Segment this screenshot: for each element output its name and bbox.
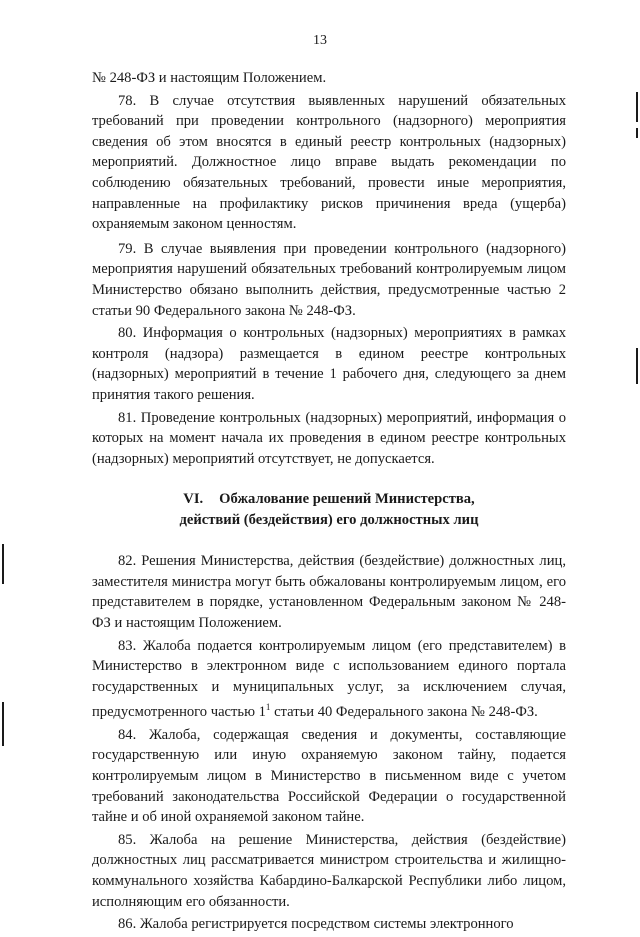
margin-mark [636, 348, 638, 384]
paragraph-81: 81. Проведение контрольных (надзорных) мероприятий, информация о которых на момент начала их проведения в едином реестре контрольных (надзорных) мероприятий отсутствует, не допускается. [92, 409, 566, 467]
paragraph-79: 79. В случае выявления при проведении контрольного (надзорного) мероприятия нарушений обязательных требований контролируемым лицом Министерство обязано выполнить действия, предусмотренные частью 2 статьи 90 Федерального закона № 248-ФЗ. [92, 240, 566, 319]
section-title-line-2: действий (бездействия) его должностных лиц [179, 512, 479, 529]
document-body [92, 68, 566, 937]
paragraph-83-text: 83. Жалоба подается контролируемым лицом (его представителем) в Министерство в электронном виде с использованием единого портала государственных и муниципальных услуг, за исключением случая, предусмотренного частью 1 [92, 637, 566, 721]
paragraph-78: 78. В случае отсутствия выявленных нарушений обязательных требований при проведении контрольного (надзорного) мероприятия сведения об этом вносятся в единый реестр контрольных (надзорных) мероприятий. Должностное лицо вправе выдать рекомендации по соблюдению обязательных требований, провести иные мероприятия, направленные на профилактику рисков причинения вреда (ущерба) охраняемым законом ценностям. [92, 92, 566, 233]
margin-mark [2, 702, 4, 746]
paragraph-82: 82. Решения Министерства, действия (бездействие) должностных лиц, заместителя министра могут быть обжалованы контролируемым лицом, его представителем в порядке, установленном Федеральным законом № 248-ФЗ и настоящим Положением. [92, 553, 566, 632]
section-heading [92, 489, 566, 531]
paragraph-83-text-end: статьи 40 Федерального закона № 248-ФЗ. [270, 704, 538, 721]
paragraph-83 [92, 636, 566, 723]
margin-mark [636, 92, 638, 122]
margin-mark [636, 128, 638, 138]
page-number: 13 [313, 33, 327, 48]
paragraph-85: 85. Жалоба на решение Министерства, действия (бездействие) должностных лиц рассматривается министром строительства и жилищно-коммунального хозяйства Кабардино-Балкарской Республики либо лицом, исполняющим его обязанности. [92, 831, 566, 910]
section-title-line-1: Обжалование решений Министерства, [219, 491, 475, 508]
paragraph-continuation: № 248-ФЗ и настоящим Положением. [92, 70, 327, 86]
paragraph-86: 86. Жалоба регистрируется посредством системы электронного [118, 916, 514, 933]
section-number: VI. [183, 491, 204, 508]
superscript-marker: 1 [265, 702, 271, 713]
margin-mark [2, 544, 4, 584]
paragraph-80: 80. Информация о контрольных (надзорных) мероприятиях в рамках контроля (надзора) размещается в едином реестре контрольных (надзорных) мероприятий в течение 1 рабочего дня, следующего за днем принятия такого решения. [92, 325, 566, 403]
paragraph-84: 84. Жалоба, содержащая сведения и документы, составляющие государственную или иную охраняемую законом тайну, подается контролируемым лицом в Министерство в письменном виде с учетом требований законодательства Российской Федерации о государственной тайне и об иной охраняемой законом тайне. [92, 726, 566, 826]
